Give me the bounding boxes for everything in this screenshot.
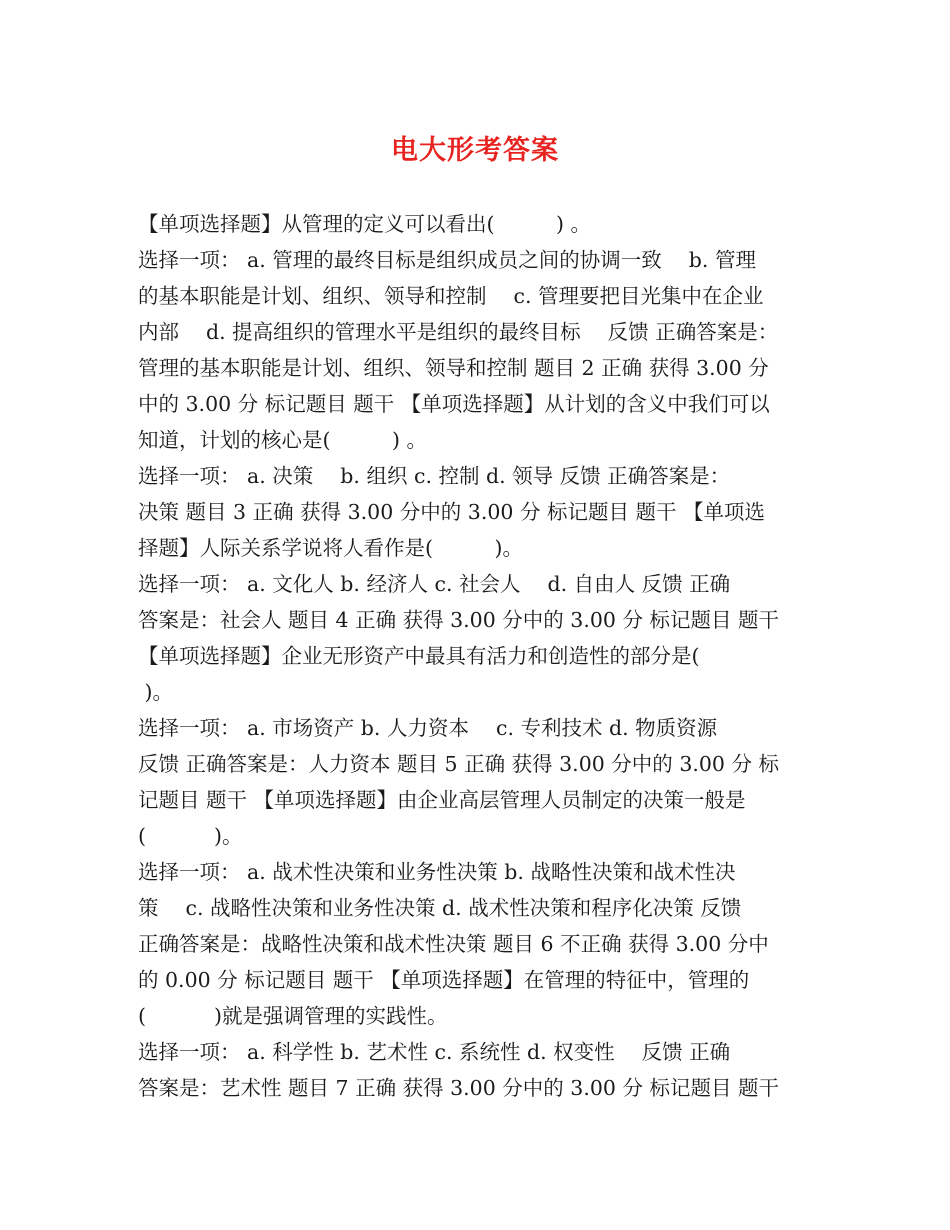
text-line: 管理的基本职能是计划、组织、领导和控制 题目 2 正确 获得 3.00 分 [138,356,769,380]
text-line: 决策 题目 3 正确 获得 3.00 分中的 3.00 分 标记题目 题干 【单项选 [138,500,766,524]
text-line: 【单项选择题】企业无形资产中最具有活力和创造性的部分是( [138,644,700,668]
text-line: 内部 d. 提高组织的管理水平是组织的最终目标 反馈 正确答案是： [138,320,779,344]
text-line: 的 0.00 分 标记题目 题干 【单项选择题】在管理的特征中，管理的 [138,968,750,992]
text-line: 【单项选择题】从管理的定义可以看出( ) 。 [138,212,592,236]
text-line: 中的 3.00 分 标记题目 题干 【单项选择题】从计划的含义中我们可以 [138,392,770,416]
text-line: 答案是：社会人 题目 4 正确 获得 3.00 分中的 3.00 分 标记题目 题干 [138,608,779,632]
text-line: 策 c. 战略性决策和业务性决策 d. 战术性决策和程序化决策 反馈 [138,896,742,920]
text-line: 选择一项： a. 管理的最终目标是组织成员之间的协调一致 b. 管理 [138,248,756,272]
text-line: 反馈 正确答案是：人力资本 题目 5 正确 获得 3.00 分中的 3.00 分 标 [138,752,779,776]
text-line: 记题目 题干 【单项选择题】由企业高层管理人员制定的决策一般是 [138,788,746,812]
document-body [138,206,818,1106]
text-line: 选择一项： a. 文化人 b. 经济人 c. 社会人 d. 自由人 反馈 正确 [138,572,731,596]
text-line: 选择一项： a. 决策 b. 组织 c. 控制 d. 领导 反馈 正确答案是： [138,464,731,488]
text-line: 选择一项： a. 市场资产 b. 人力资本 c. 专利技术 d. 物质资源 [138,716,718,740]
text-line: 知道，计划的核心是( ) 。 [138,428,428,452]
text-line: ( )就是强调管理的实践性。 [138,1004,448,1028]
document-title: 电大形考答案 [391,135,559,166]
text-line: 答案是：艺术性 题目 7 正确 获得 3.00 分中的 3.00 分 标记题目 题干 [138,1076,779,1100]
text-line: 正确答案是：战略性决策和战术性决策 题目 6 不正确 获得 3.00 分中 [138,932,769,956]
text-line: 的基本职能是计划、组织、领导和控制 c. 管理要把目光集中在企业 [138,284,764,308]
text-line: 选择一项： a. 科学性 b. 艺术性 c. 系统性 d. 权变性 反馈 正确 [138,1040,731,1064]
text-line: 选择一项： a. 战术性决策和业务性决策 b. 战略性决策和战术性决 [138,860,736,884]
text-line: )。 [138,680,174,704]
text-line: ( )。 [138,824,243,848]
text-line: 择题】人际关系学说将人看作是( )。 [138,536,523,560]
